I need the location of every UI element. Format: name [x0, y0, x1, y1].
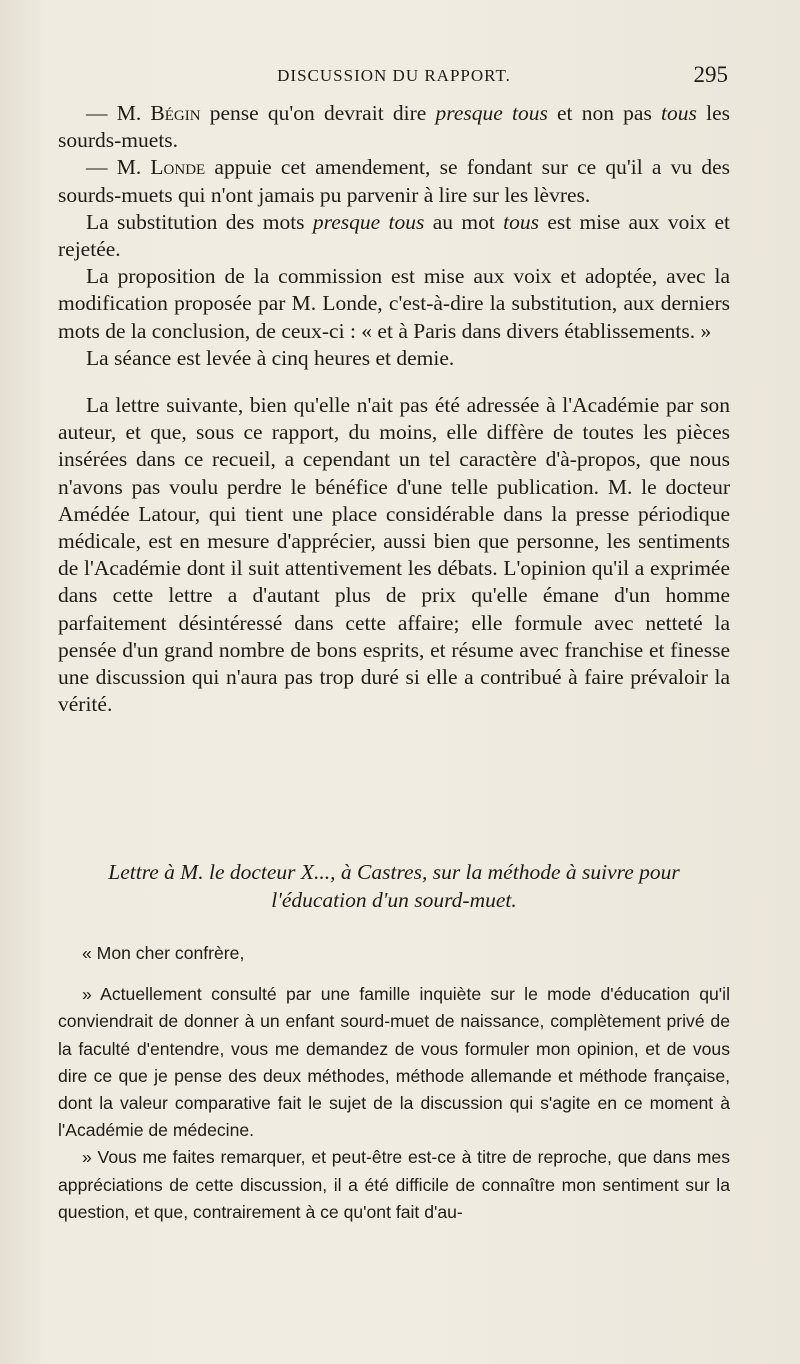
body-text — [58, 100, 730, 718]
text-run: les sourds-muets. — [58, 101, 730, 153]
text-run: appuie cet amendement, se fondant sur ce qu'il a vu des sourds-muets qui n'ont jamais pu parvenir à lire sur les lèvres. — [58, 155, 730, 207]
letter-title — [58, 858, 730, 914]
letter-title-line-2: l'éducation d'un sourd-muet. — [271, 888, 517, 912]
text-run: est mise aux voix et rejetée. — [58, 209, 730, 262]
page-number: 295 — [693, 62, 728, 87]
paragraph-lettre-intro: La lettre suivante, bien qu'elle n'ait pas été adressée à l'Académie par son auteur, et que, sous ce rapport, du moins, elle diffère de toutes les pièces insérées dans ce recueil, a cependant un tel caractère d'à-propos, que nous n'avons pas voulu perdre le bénéfice d'une telle publication. M. le docteur Amédée Latour, qui tient une place considérable dans la presse périodique médicale, est en mesure d'apprécier, aussi bien que personne, les sentiments de l'Académie dont il suit attentivement les débats. L'opinion qu'il a exprimée dans cette lettre a d'autant plus de prix qu'elle émane d'un homme parfaitement désintéressé dans cette affaire; elle formule avec netteté la pensée d'un grand nombre de bons esprits, et résume avec franchise et finesse une discussion qui n'aura pas trop duré si elle a contribué à faire prévaloir la vérité. — [58, 393, 730, 717]
running-title: DISCUSSION DU RAPPORT. — [277, 66, 511, 85]
dash-lead: — M. — [86, 155, 151, 180]
letter-paragraph-1: » Actuellement consulté par une famille inquiète sur le mode d'éducation qu'il conviendrait de donner à un enfant sourd-muet de naissance, complètement privé de la faculté d'entendre, vous me demandez de vous formuler mon opinion, et de vous dire ce que je pense des deux méthodes, méthode allemande et méthode française, dont la valeur comparative fait le sujet de la discussion qui s'agite en ce moment à l'Académie de médecine. — [58, 984, 730, 1141]
paragraph-londe — [58, 154, 730, 208]
speaker-name: Bégin — [150, 101, 201, 125]
paragraph-begin — [58, 100, 730, 154]
paragraph-seance: La séance est levée à cinq heures et demie. — [86, 345, 455, 370]
letter-paragraph-2: » Vous me faites remarquer, et peut-être est-ce à titre de reproche, que dans mes appréciations de cette discussion, il a été difficile de connaître mon sentiment sur la question, et que, contrairement à ce qu'ont fait d'au- — [58, 1147, 730, 1222]
italic-run: presque tous — [435, 101, 548, 125]
text-run: et non pas — [547, 101, 662, 125]
italic-run: presque tous — [312, 209, 425, 234]
speaker-name: Londe — [150, 155, 206, 180]
letter-salutation: « Mon cher confrère, — [82, 943, 245, 963]
letter-title-line-1: Lettre à M. le docteur X..., à Castres, sur la méthode à suivre pour — [108, 860, 680, 884]
dash-lead: — M. — [86, 101, 151, 125]
text-run: au mot — [424, 209, 504, 234]
running-head — [58, 62, 730, 92]
paragraph-proposition: La proposition de la commission est mise aux voix et adoptée, avec la modification proposée par M. Londe, c'est-à-dire la substitution, aux derniers mots de la conclusion, de ceux-ci : « et à Paris dans divers établissements. » — [58, 264, 730, 343]
text-run: La substitution des mots — [86, 209, 313, 234]
paragraph-substitution — [58, 209, 730, 263]
spacer — [58, 372, 730, 392]
italic-run: tous — [661, 101, 697, 125]
letter-body — [58, 940, 730, 1226]
text-run: pense qu'on devrait dire — [200, 101, 436, 125]
italic-run: tous — [503, 209, 539, 234]
